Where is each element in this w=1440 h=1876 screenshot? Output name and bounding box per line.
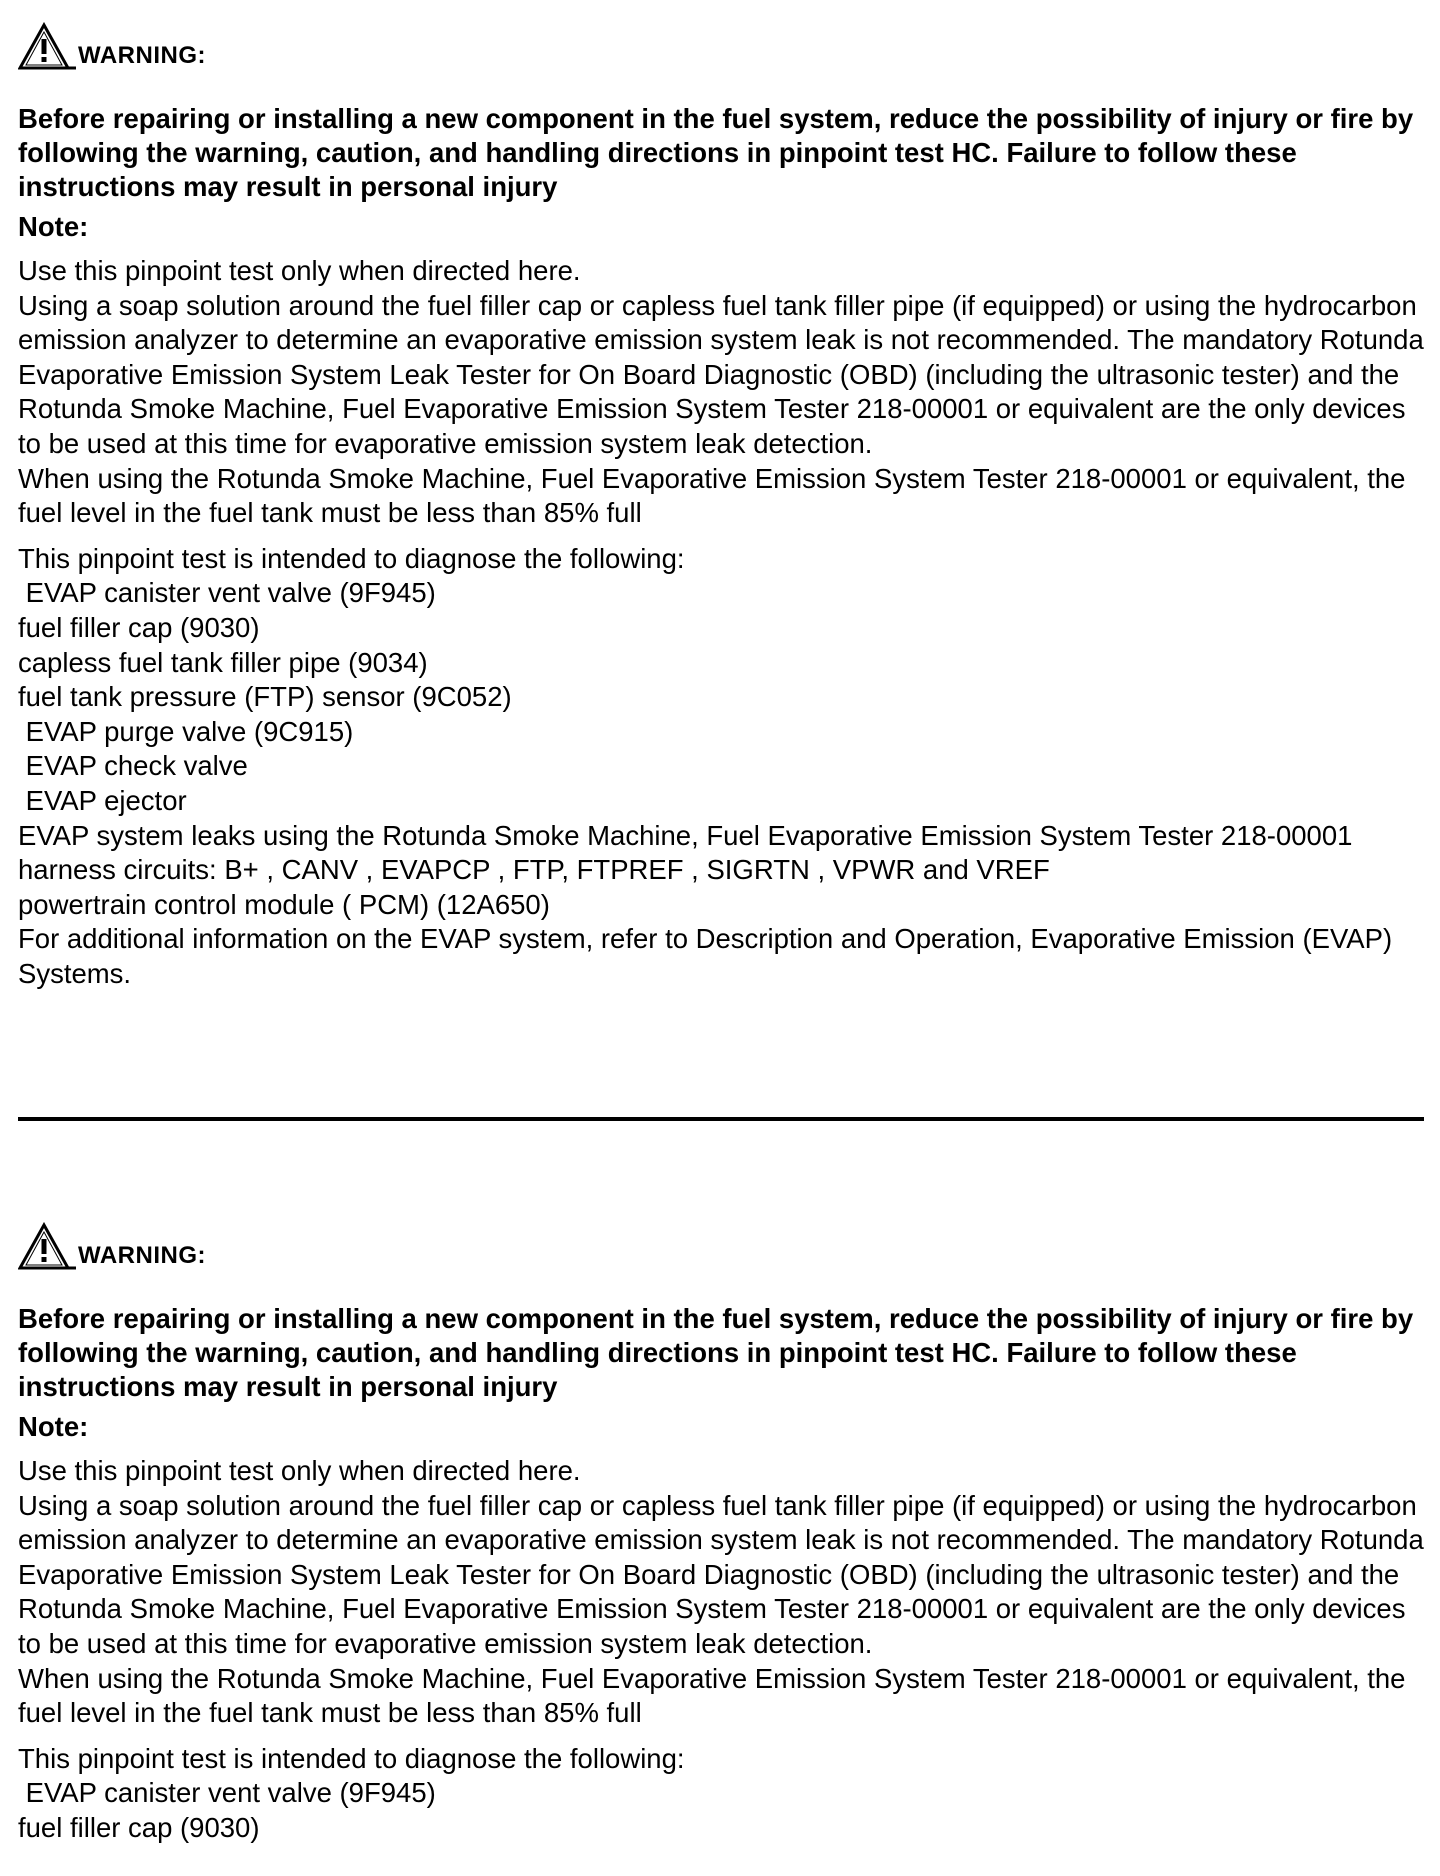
diagnose-list — [18, 576, 1428, 991]
note-body — [18, 254, 1428, 531]
warning-text: Before repairing or installing a new component in the fuel system, reduce the possibility of injury or fire by following the warning, caution, and handling directions in pinpoint test HC. Failure to follow these instructions may result in personal injury — [18, 1303, 1414, 1402]
warning-header — [18, 2, 1428, 72]
list-item: fuel tank pressure (FTP) sensor (9C052) — [18, 681, 512, 713]
warning-section-2 — [18, 1202, 1428, 1846]
note-line: Using a soap solution around the fuel filler cap or capless fuel tank filler pipe (if equipped) or using the hydrocarbon emission analyzer to determine an evaporative emission system leak is not recommended. The mandatory Rotunda Evaporative Emission System Leak Tester for On Board Diagnostic (OBD) (including the ultrasonic tester) and the Rotunda Smoke Machine, Fuel Evaporative Emission System Tester 218-00001 or equivalent are the only devices to be used at this time for evaporative emission system leak detection. — [18, 289, 1424, 459]
diagnose-list — [18, 1776, 1428, 1845]
diagnose-intro: This pinpoint test is intended to diagnose the following: — [18, 1742, 685, 1774]
diagnose-intro: This pinpoint test is intended to diagnose the following: — [18, 542, 685, 574]
warning-text: Before repairing or installing a new component in the fuel system, reduce the possibility of injury or fire by following the warning, caution, and handling directions in pinpoint test HC. Failure to follow these instructions may result in personal injury — [18, 103, 1414, 202]
list-item: capless fuel tank filler pipe (9034) — [18, 646, 428, 678]
list-item: powertrain control module ( PCM) (12A650) — [18, 888, 550, 920]
note-title: Note: — [18, 211, 89, 242]
note-line: When using the Rotunda Smoke Machine, Fuel Evaporative Emission System Tester 218-00001 or equivalent, the fuel level in the fuel tank must be less than 85% full — [18, 462, 1406, 529]
list-item: For additional information on the EVAP system, refer to Description and Operation, Evaporative Emission (EVAP) Systems. — [18, 923, 1393, 989]
note-line: Use this pinpoint test only when directed here. — [18, 1455, 581, 1486]
list-item: EVAP ejector — [18, 784, 187, 816]
list-item: EVAP canister vent valve (9F945) — [18, 1777, 436, 1809]
note-line: When using the Rotunda Smoke Machine, Fuel Evaporative Emission System Tester 218-00001 or equivalent, the fuel level in the fuel tank must be less than 85% full — [18, 1662, 1406, 1729]
warning-triangle-icon — [18, 22, 76, 72]
list-item: EVAP purge valve (9C915) — [18, 715, 354, 747]
note-body — [18, 1454, 1428, 1731]
list-item: EVAP canister vent valve (9F945) — [18, 577, 436, 609]
warning-header — [18, 1202, 1428, 1272]
list-item: EVAP check valve — [18, 750, 248, 782]
list-item: fuel filler cap (9030) — [18, 1811, 260, 1843]
warning-title: WARNING: — [78, 42, 206, 69]
note-line: Use this pinpoint test only when directed here. — [18, 255, 581, 286]
list-item: EVAP system leaks using the Rotunda Smoke Machine, Fuel Evaporative Emission System Tester 218-00001 — [18, 819, 1353, 851]
warning-section-1 — [18, 2, 1428, 991]
note-line: Using a soap solution around the fuel filler cap or capless fuel tank filler pipe (if equipped) or using the hydrocarbon emission analyzer to determine an evaporative emission system leak is not recommended. The mandatory Rotunda Evaporative Emission System Leak Tester for On Board Diagnostic (OBD) (including the ultrasonic tester) and the Rotunda Smoke Machine, Fuel Evaporative Emission System Tester 218-00001 or equivalent are the only devices to be used at this time for evaporative emission system leak detection. — [18, 1489, 1424, 1659]
warning-triangle-icon — [18, 1222, 76, 1272]
note-title: Note: — [18, 1411, 89, 1442]
warning-title: WARNING: — [78, 1242, 206, 1269]
list-item: harness circuits: B+ , CANV , EVAPCP , FTP, FTPREF , SIGRTN , VPWR and VREF — [18, 854, 1050, 886]
list-item: fuel filler cap (9030) — [18, 611, 260, 643]
section-divider — [18, 1117, 1424, 1121]
